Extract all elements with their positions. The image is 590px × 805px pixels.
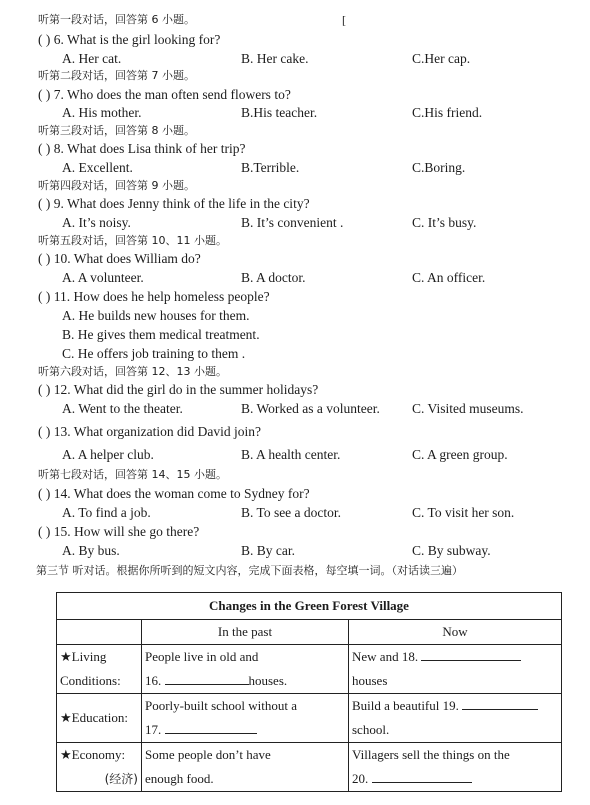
option-c: C. He offers job training to them . xyxy=(62,346,246,361)
answer-blank-19[interactable] xyxy=(462,697,538,710)
option-c: C. An officer. xyxy=(412,270,486,285)
option-c: C. Visited museums. xyxy=(412,401,524,416)
part3-instruction: 第三节 听对话。根据你所听到的短文内容，完成下面表格，每空填一词。（对话读三遍） xyxy=(36,564,463,577)
option-a: A. Went to the theater. xyxy=(62,401,183,416)
option-c: C.Boring. xyxy=(412,160,466,175)
option-a: A. He builds new houses for them. xyxy=(62,308,250,323)
option-b: B. A health center. xyxy=(241,447,341,462)
column-header-past: In the past xyxy=(142,620,349,645)
question-stem: ( ) 10. What does William do? xyxy=(38,251,201,266)
category-cell xyxy=(57,694,142,743)
blank-number: 20. xyxy=(352,771,372,786)
question-stem: ( ) 8. What does Lisa think of her trip? xyxy=(38,141,246,156)
question-stem: ( ) 12. What did the girl do in the summer holidays? xyxy=(38,382,319,397)
past-cell xyxy=(142,645,349,694)
option-b: B.His teacher. xyxy=(241,105,318,120)
category-label: Conditions: xyxy=(60,673,121,688)
past-text: houses. xyxy=(248,673,288,688)
option-b: B. Her cake. xyxy=(241,51,309,66)
option-c: C.Her cap. xyxy=(412,51,471,66)
table-row xyxy=(57,743,562,792)
question-stem: ( ) 6. What is the girl looking for? xyxy=(38,32,221,47)
table-title: Changes in the Green Forest Village xyxy=(57,593,562,620)
option-a: A. A volunteer. xyxy=(62,270,144,285)
past-text: enough food. xyxy=(145,771,214,786)
option-a: A. It’s noisy. xyxy=(62,215,131,230)
now-text: school. xyxy=(352,722,390,737)
option-c: C. A green group. xyxy=(412,447,508,462)
option-a: A. Her cat. xyxy=(62,51,122,66)
answer-blank-16[interactable] xyxy=(165,672,249,685)
section-heading: 听第四段对话，回答第 9 小题。 xyxy=(38,179,195,192)
option-a: A. A helper club. xyxy=(62,447,154,462)
option-a: A. By bus. xyxy=(62,543,120,558)
past-text: Some people don’t have xyxy=(145,747,271,762)
section-heading: 听第三段对话，回答第 8 小题。 xyxy=(38,124,195,137)
question-stem: ( ) 15. How will she go there? xyxy=(38,524,200,539)
column-header-now: Now xyxy=(349,620,562,645)
section-heading: 听第一段对话，回答第 6 小题。 xyxy=(38,13,195,26)
option-b: B. By car. xyxy=(241,543,295,558)
now-text: Villagers sell the things on the xyxy=(352,747,510,762)
corner-mark: [ xyxy=(342,13,346,27)
option-b: B.Terrible. xyxy=(241,160,300,175)
table-row xyxy=(57,694,562,743)
blank-number: 17. xyxy=(145,722,165,737)
now-text: Build a beautiful 19. xyxy=(352,698,463,713)
question-stem: ( ) 9. What does Jenny think of the life in the city? xyxy=(38,196,310,211)
option-c: C. To visit her son. xyxy=(412,505,515,520)
past-text: People live in old and xyxy=(145,649,259,664)
now-cell xyxy=(349,743,562,792)
option-a: A. To find a job. xyxy=(62,505,151,520)
question-stem: ( ) 7. Who does the man often send flowers to? xyxy=(38,87,291,102)
past-cell xyxy=(142,694,349,743)
option-a: A. His mother. xyxy=(62,105,142,120)
section-heading: 听第六段对话，回答第 12、13 小题。 xyxy=(38,365,227,378)
option-c: C. It’s busy. xyxy=(412,215,477,230)
option-b: B. To see a doctor. xyxy=(241,505,342,520)
option-b: B. He gives them medical treatment. xyxy=(62,327,260,342)
answer-blank-18[interactable] xyxy=(421,648,521,661)
now-cell xyxy=(349,694,562,743)
question-stem: ( ) 13. What organization did David join? xyxy=(38,424,261,439)
option-b: B. Worked as a volunteer. xyxy=(241,401,380,416)
section-heading: 听第七段对话，回答第 14、15 小题。 xyxy=(38,468,227,481)
now-text: New and 18. xyxy=(352,649,422,664)
category-label: ★Economy: xyxy=(60,747,126,762)
category-cell xyxy=(57,743,142,792)
section-heading: 听第二段对话，回答第 7 小题。 xyxy=(38,69,195,82)
section-heading: 听第五段对话，回答第 10、11 小题。 xyxy=(38,234,227,247)
option-c: C. By subway. xyxy=(412,543,491,558)
question-stem: ( ) 14. What does the woman come to Sydney for? xyxy=(38,486,310,501)
header-blank-cell xyxy=(57,620,142,645)
category-label: (经济) xyxy=(104,772,138,786)
option-b: B. It’s convenient . xyxy=(241,215,344,230)
past-text: Poorly-built school without a xyxy=(145,698,298,713)
category-label: ★Education: xyxy=(60,710,128,725)
option-b: B. A doctor. xyxy=(241,270,306,285)
now-text: houses xyxy=(352,673,388,688)
answer-blank-17[interactable] xyxy=(165,721,257,734)
blank-number: 16. xyxy=(145,673,165,688)
option-a: A. Excellent. xyxy=(62,160,133,175)
category-cell xyxy=(57,645,142,694)
answer-blank-20[interactable] xyxy=(372,770,472,783)
changes-table xyxy=(56,592,562,792)
option-c: C.His friend. xyxy=(412,105,483,120)
past-cell xyxy=(142,743,349,792)
question-stem: ( ) 11. How does he help homeless people? xyxy=(38,289,270,304)
table-row xyxy=(57,645,562,694)
category-label: ★Living xyxy=(60,649,107,664)
now-cell xyxy=(349,645,562,694)
